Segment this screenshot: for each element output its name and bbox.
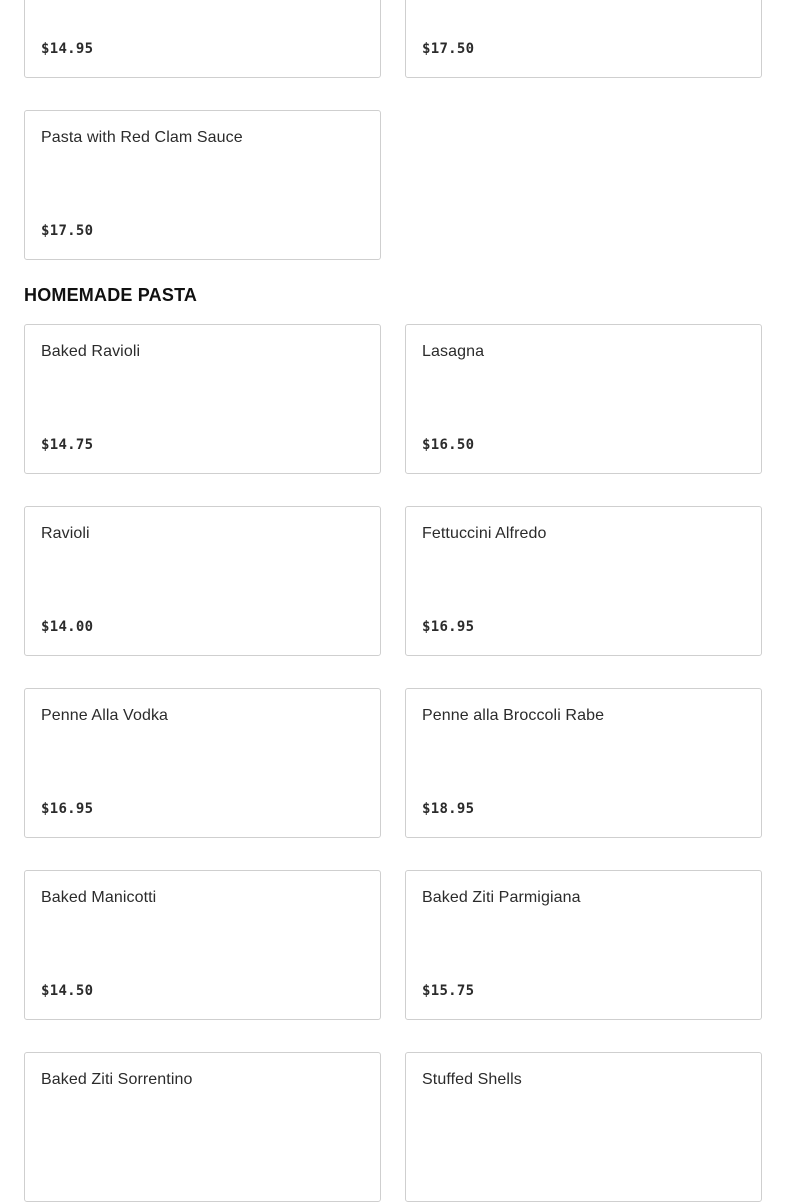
menu-item-price: $14.75 bbox=[41, 437, 94, 453]
menu-item-card[interactable] bbox=[405, 870, 762, 1020]
menu-item-price: $18.95 bbox=[422, 801, 475, 817]
menu-item-card[interactable] bbox=[24, 506, 381, 656]
menu-item-name: Fettuccini Alfredo bbox=[422, 525, 547, 542]
section-heading-homemade-pasta: HOMEMADE PASTA bbox=[24, 285, 198, 305]
menu-item-name: Ravioli bbox=[41, 525, 90, 542]
menu-item-price: $16.50 bbox=[422, 437, 475, 453]
menu-item-price: $17.50 bbox=[422, 41, 475, 57]
menu-item-card[interactable] bbox=[24, 688, 381, 838]
menu-item-price: $16.95 bbox=[422, 619, 475, 635]
menu-item-card[interactable] bbox=[405, 324, 762, 474]
menu-item-name: Baked Ravioli bbox=[41, 343, 141, 360]
menu-item-card[interactable] bbox=[24, 324, 381, 474]
menu-item-price: $14.00 bbox=[41, 619, 94, 635]
menu-item-name: Lasagna bbox=[422, 343, 485, 360]
menu-item-price: $14.50 bbox=[41, 983, 94, 999]
menu-item-card[interactable] bbox=[405, 0, 762, 78]
menu-item-name: Pasta with Red Clam Sauce bbox=[41, 129, 243, 146]
menu-item-card[interactable] bbox=[24, 1052, 381, 1202]
menu-item-card[interactable] bbox=[405, 688, 762, 838]
menu-item-price: $14.95 bbox=[41, 41, 94, 57]
menu-item-name: Penne Alla Vodka bbox=[41, 707, 169, 724]
menu-item-price: $15.75 bbox=[422, 983, 475, 999]
menu-item-name: Baked Manicotti bbox=[41, 889, 157, 906]
menu-item-card[interactable] bbox=[24, 110, 381, 260]
menu-item-card[interactable] bbox=[24, 0, 381, 78]
menu-item-price: $17.50 bbox=[41, 223, 94, 239]
menu-item-name: Baked Ziti Parmigiana bbox=[422, 889, 581, 906]
menu-item-name: Baked Ziti Sorrentino bbox=[41, 1071, 193, 1088]
menu-item-price: $16.95 bbox=[41, 801, 94, 817]
menu-item-name: Stuffed Shells bbox=[422, 1071, 522, 1088]
menu-item-card[interactable] bbox=[405, 506, 762, 656]
menu-item-card[interactable] bbox=[24, 870, 381, 1020]
menu-item-card[interactable] bbox=[405, 1052, 762, 1202]
menu-item-name: Penne alla Broccoli Rabe bbox=[422, 707, 605, 724]
